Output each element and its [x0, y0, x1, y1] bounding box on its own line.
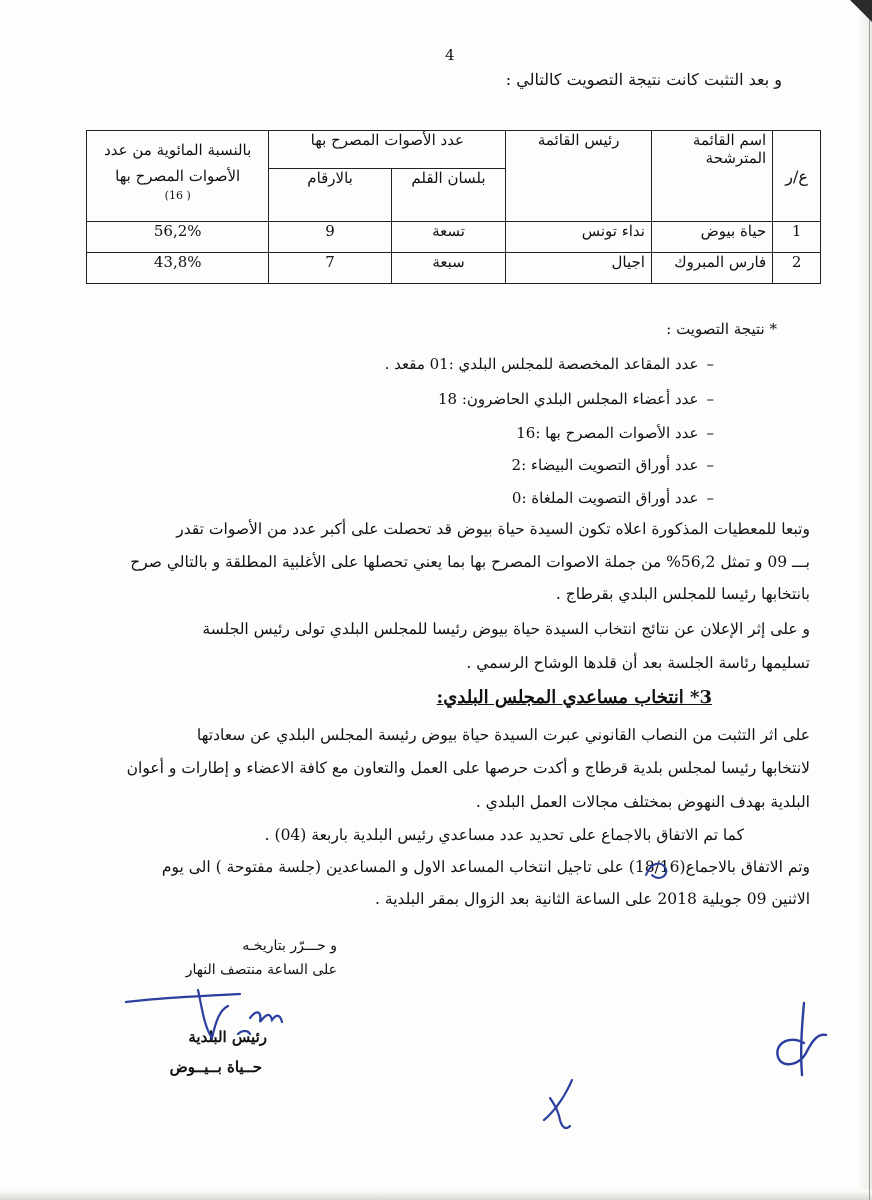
signature-date-line: و حـــرّر بتاريخـه — [242, 938, 337, 954]
signature-name: حــياة بــيــوض — [169, 1058, 262, 1076]
table-row — [87, 253, 821, 284]
signature-role: رئيس البلدية — [188, 1028, 267, 1046]
dash-marker: – — [706, 355, 714, 373]
header-num: ع/ر — [773, 131, 821, 222]
paragraph-line: وتبعا للمعطيات المذكورة اعلاه تكون السيدة حياة بيوض قد تحصلت على أكبر عدد من الأصوات تقدر — [176, 520, 810, 538]
votes-table — [86, 130, 821, 284]
results-title: * نتيجة التصويت : — [666, 320, 777, 338]
paragraph-line: لانتخابها رئيسا لمجلس بلدية قرطاج و أكدت حرصها على العمل والتعاون مع كافة الاعضاء و إطارات و أعوان — [126, 759, 810, 777]
paragraph-line: البلدية بهدف النهوض بمختلف مجالات العمل البلدي . — [475, 793, 810, 811]
row-percent: 56,2% — [87, 222, 269, 253]
page-number: 4 — [445, 46, 455, 64]
header-percent-line1: بالنسبة المائوية من عدد — [104, 141, 252, 159]
row-list: حياة بيوض — [651, 222, 772, 253]
row-digits: 9 — [269, 222, 391, 253]
dash-marker: – — [706, 489, 714, 507]
results-item-text: عدد المقاعد المخصصة للمجلس البلدي :01 مقعد . — [384, 355, 699, 373]
dash-marker: – — [706, 456, 714, 474]
signature-time-line: على الساعة منتصف النهار — [185, 962, 337, 978]
paragraph-line: وتم الاتفاق بالاجماع(18/16) على تاجيل انتخاب المساعد الاول و المساعدين (جلسة مفتوحة ) الى يوم — [161, 858, 810, 876]
correction-ink-mark — [640, 855, 674, 885]
paragraph-line: و على إثر الإعلان عن نتائج انتخاب السيدة حياة بيوض رئيسا للمجلس البلدي تولى رئيس الجلسة — [202, 620, 810, 638]
initial-mark-right — [760, 995, 840, 1085]
header-votes: عدد الأصوات المصرح بها — [269, 131, 506, 169]
paragraph-line: على اثر التثبت من النصاب القانوني عبرت السيدة حياة بيوض رئيسة المجلس البلدي عن سعادتها — [196, 726, 810, 744]
dash-marker: – — [706, 424, 714, 442]
results-item-text: عدد الأصوات المصرح بها :16 — [516, 424, 699, 442]
dash-marker: – — [706, 390, 714, 408]
results-item — [512, 456, 714, 474]
paragraph-line: بـــ 09 و تمثل 56,2% من جملة الاصوات المصرح بها بما يعني تحصلها على الأغلبية المطلقة و بالتالي صرح — [130, 553, 810, 571]
signature-scribble — [120, 980, 320, 1050]
row-words: تسعة — [391, 222, 506, 253]
row-head: اجيال — [506, 253, 652, 284]
results-item — [512, 489, 714, 507]
row-percent: 43,8% — [87, 253, 269, 284]
header-votes-digits: بالارقام — [269, 169, 391, 222]
page-spine-line — [869, 0, 870, 1200]
intro-text: و بعد التثبت كانت نتيجة التصويت كالتالي : — [505, 70, 782, 89]
paragraph-line: بانتخابها رئيسا للمجلس البلدي بقرطاج . — [555, 585, 810, 603]
row-num: 2 — [773, 253, 821, 284]
initial-mark-center — [530, 1070, 590, 1140]
header-votes-words: بلسان القلم — [391, 169, 506, 222]
scan-corner-mark — [850, 0, 872, 22]
table-header-row — [87, 131, 821, 169]
results-item-text: عدد أوراق التصويت الملغاة :0 — [511, 489, 699, 507]
table-row — [87, 222, 821, 253]
header-percent — [87, 131, 269, 222]
paragraph-line: تسليمها رئاسة الجلسة بعد أن قلدها الوشاح الرسمي . — [466, 654, 810, 672]
row-digits: 7 — [269, 253, 391, 284]
paragraph-line: الاثنين 09 جويلية 2018 على الساعة الثانية بعد الزوال بمقر البلدية . — [375, 890, 810, 908]
results-item — [385, 355, 714, 373]
header-list-head: رئيس القائمة — [506, 131, 652, 222]
row-list: فارس المبروك — [651, 253, 772, 284]
row-num: 1 — [773, 222, 821, 253]
header-list: اسم القائمة المترشحة — [651, 131, 772, 222]
page-edge-bottom — [0, 1190, 872, 1200]
header-percent-line2: الأصوات المصرح بها — [115, 167, 241, 185]
row-head: نداء تونس — [506, 222, 652, 253]
results-item — [516, 424, 714, 442]
header-percent-line3: ( 16) — [164, 189, 191, 202]
row-words: سبعة — [391, 253, 506, 284]
section-title: 3* انتخاب مساعدي المجلس البلدي: — [436, 687, 712, 708]
results-item-text: عدد أوراق التصويت البيضاء :2 — [511, 456, 699, 474]
results-item-text: عدد أعضاء المجلس البلدي الحاضرون: 18 — [437, 390, 699, 408]
results-item — [438, 390, 714, 408]
paragraph-line: كما تم الاتفاق بالاجماع على تحديد عدد مساعدي رئيس البلدية باربعة (04) . — [264, 826, 744, 844]
